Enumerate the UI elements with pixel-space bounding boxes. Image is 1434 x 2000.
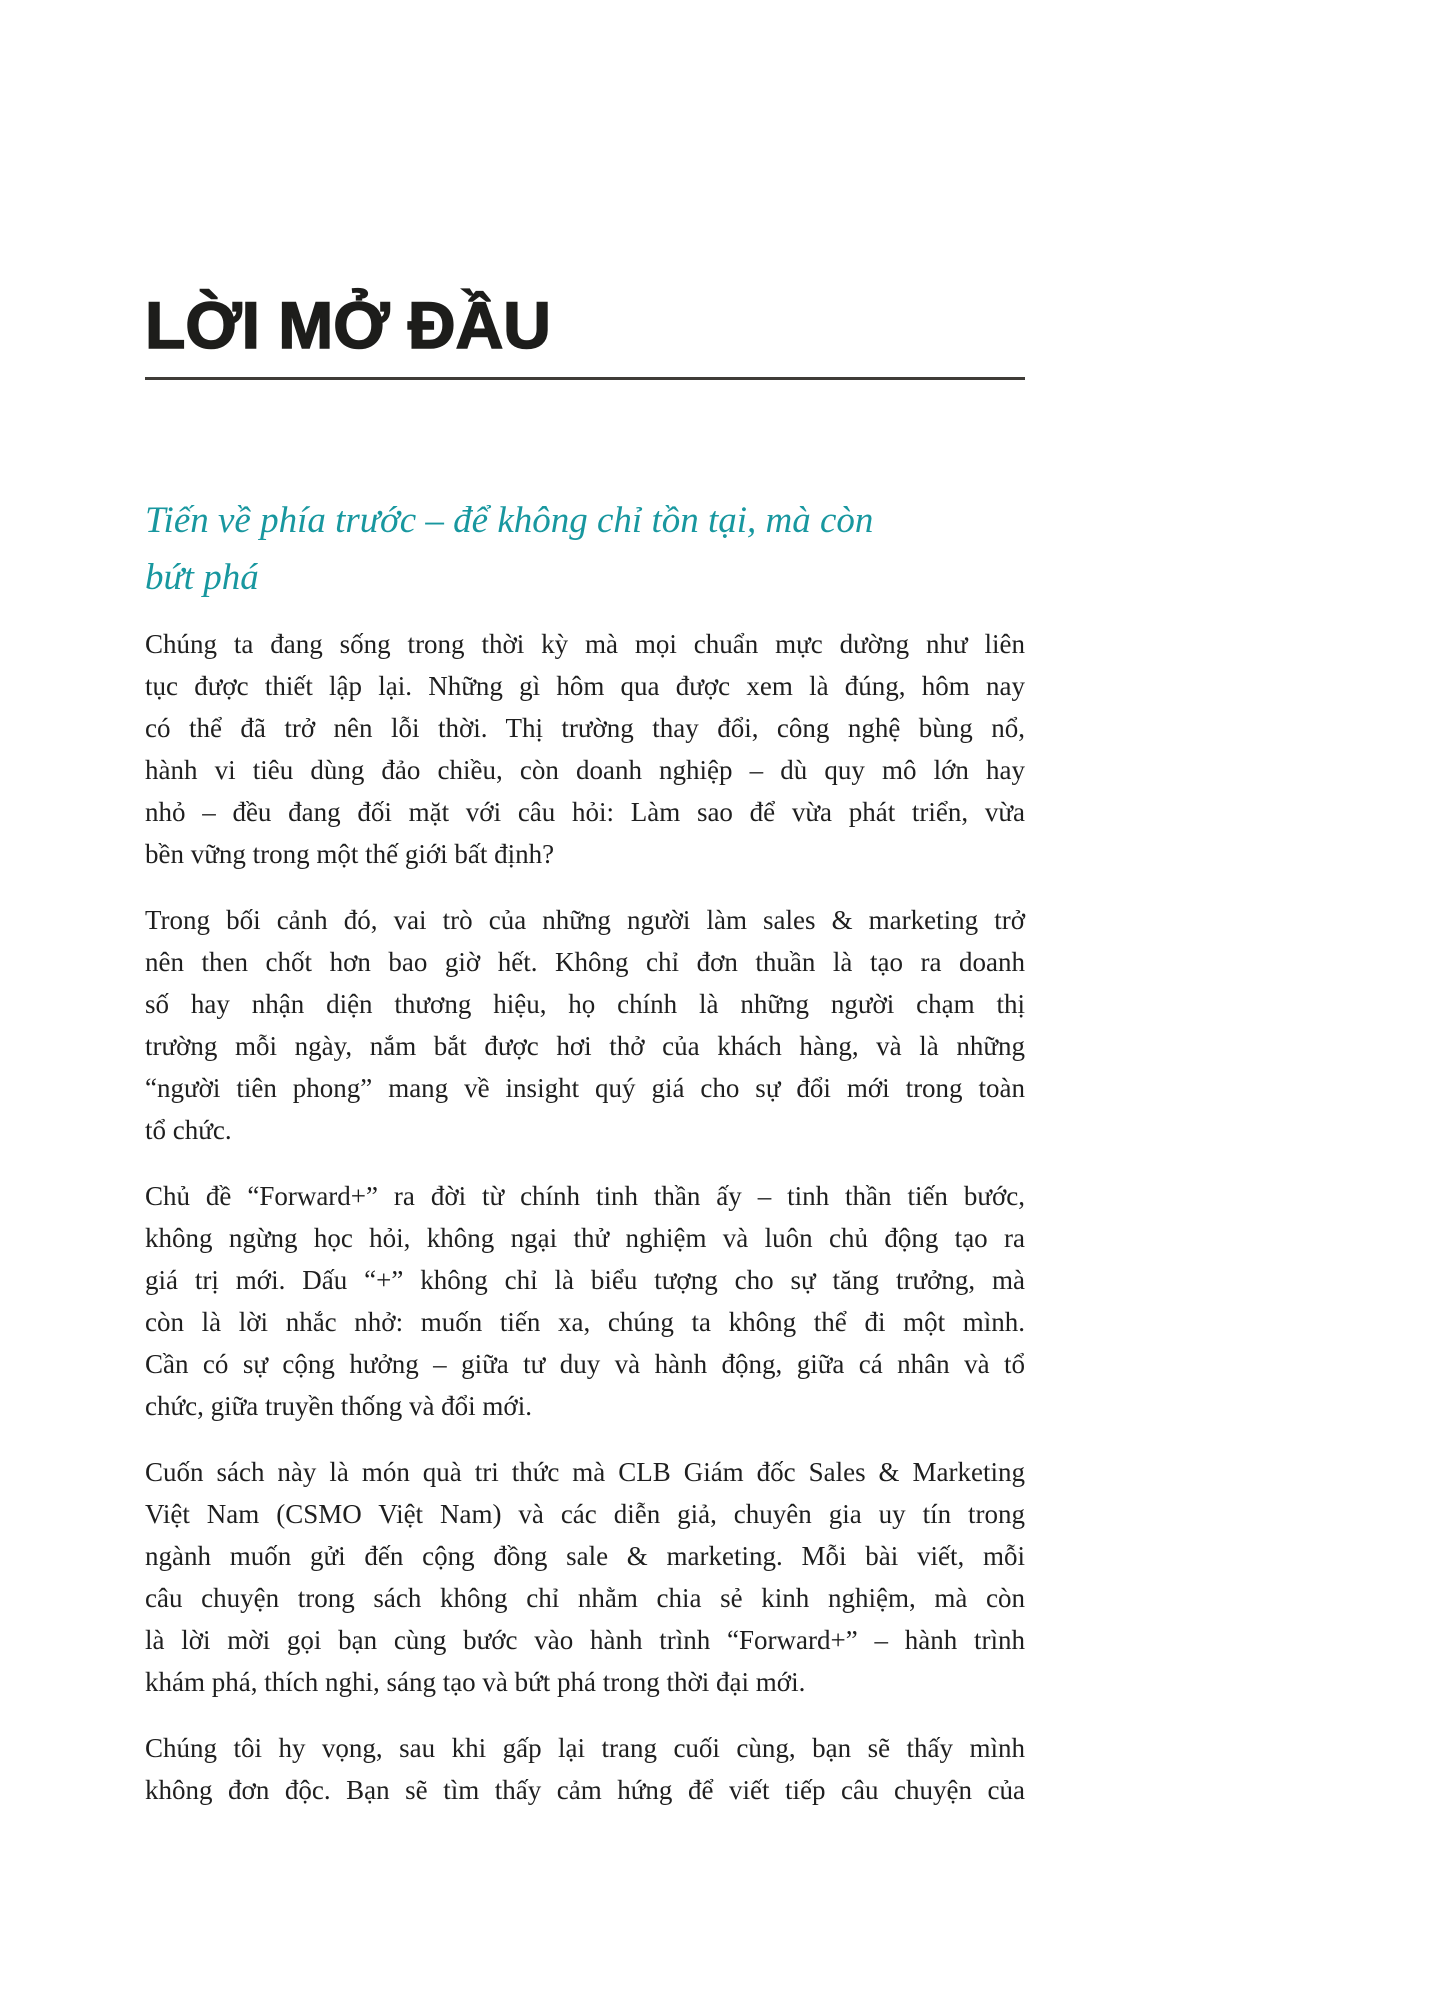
- text-line: giá trị mới. Dấu “+” không chỉ là biểu tượng cho sự tăng trưởng, mà: [145, 1265, 1025, 1295]
- text-line: không ngừng học hỏi, không ngại thử nghiệm và luôn chủ động tạo ra: [145, 1223, 1025, 1253]
- heading-line: bứt phá: [145, 557, 259, 598]
- page-title: LỜI MỞ ĐẦU: [145, 288, 551, 362]
- text-line: khám phá, thích nghi, sáng tạo và bứt phá trong thời đại mới.: [145, 1667, 806, 1697]
- text-line: Chúng tôi hy vọng, sau khi gấp lại trang cuối cùng, bạn sẽ thấy mình: [145, 1733, 1025, 1763]
- text-line: còn là lời nhắc nhở: muốn tiến xa, chúng ta không thể đi một mình.: [145, 1307, 1025, 1337]
- page-content: [145, 0, 1025, 1835]
- text-line: hành vi tiêu dùng đảo chiều, còn doanh nghiệp – dù quy mô lớn hay: [145, 755, 1025, 785]
- text-line: nên then chốt hơn bao giờ hết. Không chỉ đơn thuần là tạo ra doanh: [145, 947, 1025, 977]
- text-line: câu chuyện trong sách không chỉ nhằm chia sẻ kinh nghiệm, mà còn: [145, 1583, 1025, 1613]
- text-line: “người tiên phong” mang về insight quý giá cho sự đổi mới trong toàn: [145, 1073, 1025, 1103]
- text-line: tổ chức.: [145, 1115, 232, 1145]
- text-line: bền vững trong một thế giới bất định?: [145, 839, 555, 869]
- text-line: Chúng ta đang sống trong thời kỳ mà mọi chuẩn mực dường như liên: [145, 629, 1025, 659]
- paragraph: [145, 1727, 1025, 1811]
- text-line: tục được thiết lập lại. Những gì hôm qua được xem là đúng, hôm nay: [145, 671, 1025, 701]
- section-heading: [145, 492, 1025, 606]
- text-line: Cần có sự cộng hưởng – giữa tư duy và hành động, giữa cá nhân và tổ: [145, 1349, 1025, 1379]
- paragraph: [145, 1175, 1025, 1427]
- text-line: Chủ đề “Forward+” ra đời từ chính tinh thần ấy – tinh thần tiến bước,: [145, 1181, 1025, 1211]
- text-line: không đơn độc. Bạn sẽ tìm thấy cảm hứng để viết tiếp câu chuyện của: [145, 1775, 1025, 1805]
- text-line: là lời mời gọi bạn cùng bước vào hành trình “Forward+” – hành trình: [145, 1625, 1025, 1655]
- text-line: số hay nhận diện thương hiệu, họ chính là những người chạm thị: [145, 989, 1025, 1019]
- text-line: trường mỗi ngày, nắm bắt được hơi thở của khách hàng, và là những: [145, 1031, 1025, 1061]
- heading-line: Tiến về phía trước – để không chỉ tồn tại, mà còn: [145, 500, 874, 541]
- text-line: nhỏ – đều đang đối mặt với câu hỏi: Làm sao để vừa phát triển, vừa: [145, 797, 1025, 827]
- body-text: [145, 623, 1025, 1811]
- paragraph: [145, 623, 1025, 875]
- text-line: Cuốn sách này là món quà tri thức mà CLB Giám đốc Sales & Marketing: [145, 1457, 1025, 1487]
- title-rule: [145, 377, 1025, 380]
- text-line: Trong bối cảnh đó, vai trò của những người làm sales & marketing trở: [145, 905, 1025, 935]
- paragraph: [145, 899, 1025, 1151]
- paragraph: [145, 1451, 1025, 1703]
- text-line: chức, giữa truyền thống và đổi mới.: [145, 1391, 532, 1421]
- text-line: Việt Nam (CSMO Việt Nam) và các diễn giả, chuyên gia uy tín trong: [145, 1499, 1025, 1529]
- text-line: ngành muốn gửi đến cộng đồng sale & marketing. Mỗi bài viết, mỗi: [145, 1541, 1025, 1571]
- text-line: có thể đã trở nên lỗi thời. Thị trường thay đổi, công nghệ bùng nổ,: [145, 713, 1025, 743]
